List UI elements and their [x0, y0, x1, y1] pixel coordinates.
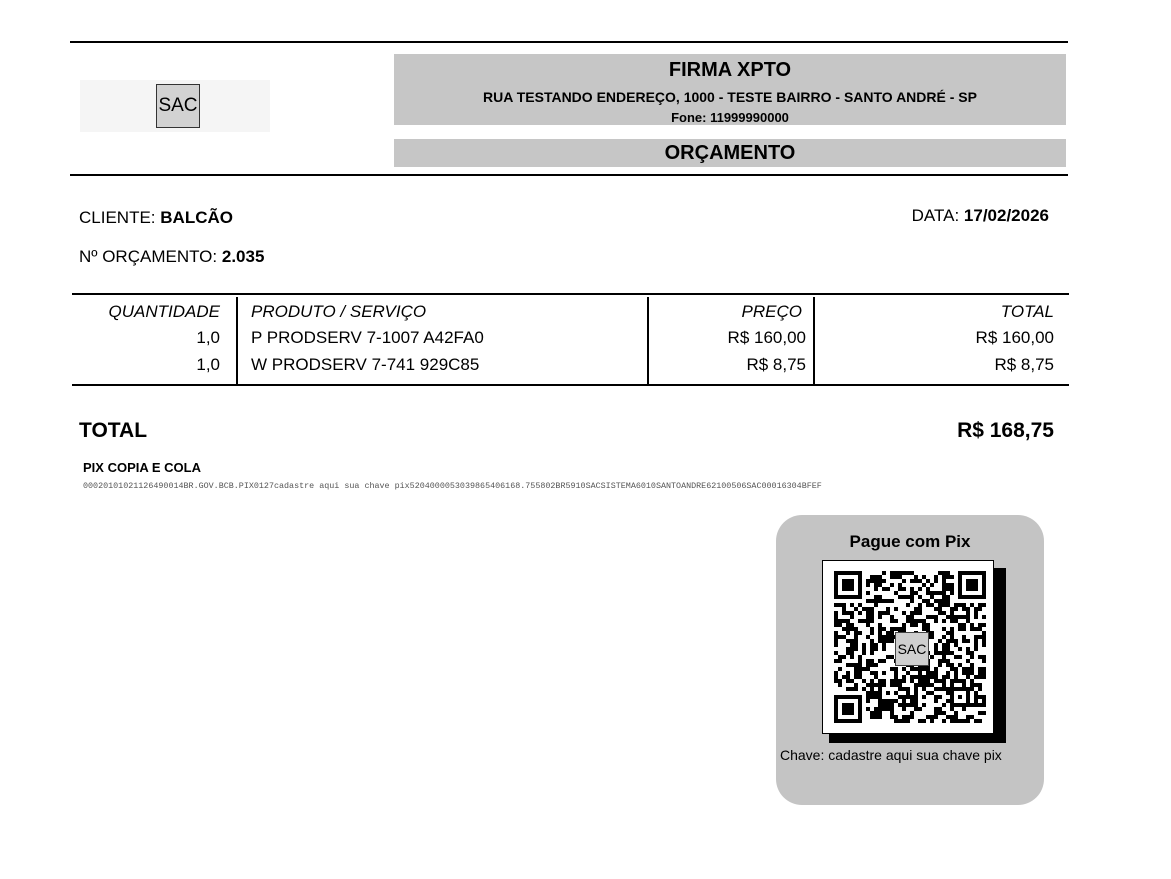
pix-key-text: Chave: cadastre aqui sua chave pix [780, 747, 1002, 763]
column-divider [813, 297, 815, 385]
table-top-rule [72, 293, 1069, 295]
pix-card-title: Pague com Pix [849, 532, 971, 551]
company-address: RUA TESTANDO ENDEREÇO, 1000 - TESTE BAIRRO - SANTO ANDRÉ - SP [483, 89, 977, 105]
client-value: BALCÃO [160, 208, 233, 227]
header-quantity: QUANTIDADE [108, 302, 220, 321]
header-price: PREÇO [741, 302, 802, 321]
row-1-qty: 1,0 [196, 328, 220, 347]
pix-payment-card [776, 515, 1044, 805]
header-product: PRODUTO / SERVIÇO [251, 302, 427, 321]
quote-number-value: 2.035 [221, 247, 265, 266]
row-1-price: R$ 160,00 [727, 328, 806, 347]
company-phone: Fone: 11999990000 [671, 110, 789, 125]
qr-center-logo [895, 632, 929, 666]
company-info-box [394, 54, 1066, 125]
top-rule [70, 41, 1068, 43]
row-2-product: W PRODSERV 7-741 929C85 [251, 355, 480, 374]
row-2-qty: 1,0 [196, 355, 220, 374]
table-bottom-rule [72, 384, 1069, 386]
row-1-total: R$ 160,00 [975, 328, 1054, 347]
logo-text: SAC [158, 95, 198, 116]
quote-number-line [79, 247, 264, 267]
document-title: ORÇAMENTO [394, 139, 1066, 167]
company-name: FIRMA XPTO [668, 59, 792, 81]
header-bottom-rule [70, 174, 1068, 176]
total-label: TOTAL [79, 419, 148, 442]
qr-code-frame [822, 560, 994, 734]
row-1-product: P PRODSERV 7-1007 A42FA0 [251, 328, 484, 347]
date-line [912, 206, 1049, 226]
header-total: TOTAL [1000, 302, 1054, 321]
client-label: CLIENTE: [79, 208, 156, 227]
total-value: R$ 168,75 [957, 419, 1054, 442]
date-value: 17/02/2026 [963, 206, 1049, 225]
quote-number-label: Nº ORÇAMENTO: [79, 247, 218, 266]
column-divider [647, 297, 649, 385]
column-divider [236, 297, 238, 385]
client-line [79, 208, 233, 228]
company-logo [156, 84, 200, 128]
row-2-price: R$ 8,75 [746, 355, 806, 374]
pix-copy-title: PIX COPIA E COLA [83, 460, 201, 475]
date-label: DATA: [911, 206, 960, 225]
pix-copy-code[interactable]: 00020101021126490014BR.GOV.BCB.PIX0127cadastre aqui sua chave pix5204000053039865406168.755802BR5910SACSISTEMA6010SANTOANDRE62100506SAC00016304BFEF [83, 481, 822, 491]
qr-logo-text: SAC [897, 641, 927, 657]
row-2-total: R$ 8,75 [994, 355, 1054, 374]
